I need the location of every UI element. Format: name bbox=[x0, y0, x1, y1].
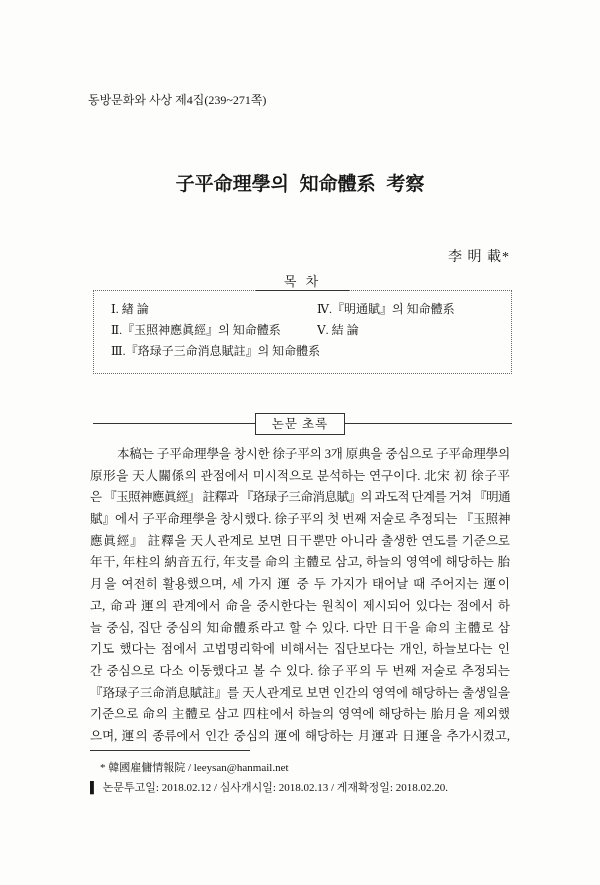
abstract-line: 기준으로 命의 主體로 삼고 四柱에서 하늘의 영역에 해당하는 胎月을 제외했 bbox=[90, 707, 510, 722]
toc-item: Ⅱ.『玉照神應眞經』의 知命體系 bbox=[111, 323, 281, 337]
footnote-dates-text: 논문투고일: 2018.02.12 / 심사개시일: 2018.02.13 / 게재확정일: 2018.02.20. bbox=[102, 782, 448, 794]
abstract-line: 賦』에서 子平命理學을 창시했다. 徐子平의 첫 번째 저술로 추정되는 『玉照神 bbox=[90, 512, 510, 527]
footnote-dates bbox=[90, 781, 448, 795]
abstract-line: 늘 중심, 집단 중심의 知命體系라고 할 수 있다. 다만 日干을 命의 主體로 삼 bbox=[90, 620, 510, 635]
toc-item: Ⅰ. 緖 論 bbox=[111, 302, 149, 316]
toc-heading-label: 목 차 bbox=[270, 274, 335, 289]
abstract-heading: 논문 초록 bbox=[255, 413, 345, 435]
author-name: 李 明 載* bbox=[448, 250, 510, 265]
abstract-line: 은 『玉照神應眞經』 註釋과 『珞琭子三命消息賦』의 과도적 단계를 거쳐 『明通 bbox=[90, 490, 510, 505]
toc-heading bbox=[94, 274, 511, 289]
abstract-line: 月을 여전히 활용했으며, 세 가지 運 중 두 가지가 태어날 때 주어지는 運이 bbox=[90, 577, 510, 592]
abstract-line: 간 중심으로 다소 이동했다고 볼 수 있다. 徐子平의 두 번째 저술로 추정되는 bbox=[90, 663, 510, 678]
journal-header: 동방문화와 사상 제4집(239~271쪽) bbox=[88, 93, 267, 107]
abstract-line: 年干, 年柱의 納音五行, 年支를 命의 主體로 삼고, 하늘의 영역에 해당하는 胎 bbox=[90, 555, 510, 570]
abstract-line: 으며, 運의 종류에서 인간 중심의 運에 해당하는 月運과 日運을 추가시켰고, bbox=[90, 728, 510, 743]
toc-item: Ⅴ. 結 論 bbox=[317, 323, 359, 337]
abstract-line: 應眞經』 註釋을 天人관계로 보면 日干뿐만 아니라 출생한 연도를 기준으로 bbox=[90, 533, 510, 548]
abstract-line: 기도 했다는 점에서 고법명리학에 비해서는 집단보다는 개인, 하늘보다는 인 bbox=[90, 642, 510, 657]
abstract-body bbox=[90, 444, 510, 748]
abstract-line: 原形을 天人關係의 관점에서 미시적으로 분석하는 연구이다. 北宋 初 徐子平 bbox=[90, 468, 510, 483]
paper-title: 子平命理學의 知命體系 考察 bbox=[175, 174, 425, 195]
toc-item: Ⅲ.『珞琭子三命消息賦註』의 知命體系 bbox=[111, 344, 321, 358]
footnote-affiliation: * 韓國雇傭情報院 / leeysan@hanmail.net bbox=[100, 762, 289, 774]
footnote-separator bbox=[90, 750, 250, 751]
footnote-marker: ▌ bbox=[90, 782, 98, 794]
abstract-line: 고, 命과 運의 관계에서 命을 중시한다는 원칙이 제시되어 있다는 점에서 하 bbox=[90, 598, 510, 613]
abstract-line: 本稿는 子平命理學을 창시한 徐子平의 3개 原典을 중심으로 子平命理學의 bbox=[117, 447, 510, 461]
table-of-contents bbox=[93, 274, 512, 374]
abstract-line: 『珞琭子三命消息賦註』를 天人관계로 보면 인간의 영역에 해당하는 출생일을 bbox=[90, 685, 510, 700]
toc-item: Ⅳ.『明通賦』의 知命體系 bbox=[317, 302, 455, 316]
toc-left-column bbox=[111, 299, 320, 362]
toc-right-column bbox=[317, 299, 455, 341]
toc-heading-rule bbox=[256, 290, 349, 291]
